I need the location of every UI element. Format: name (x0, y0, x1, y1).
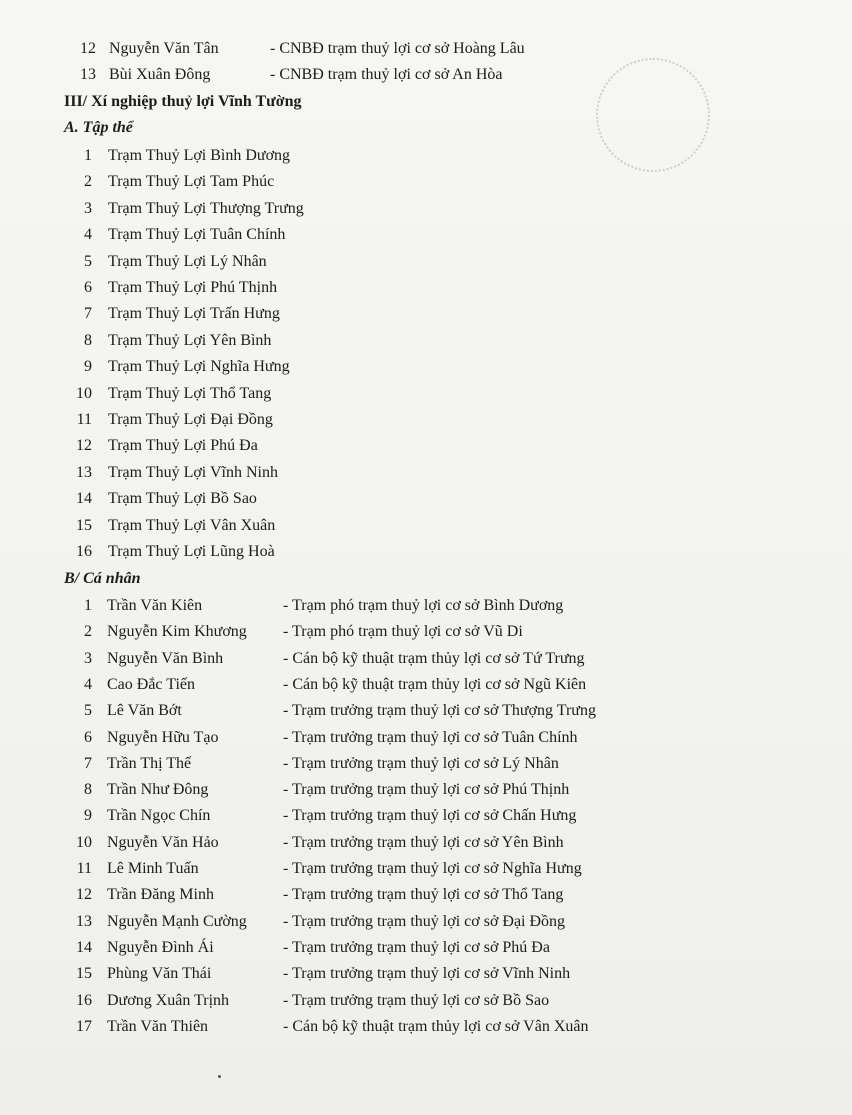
item-number: 1 (84, 147, 92, 164)
station-name: Trạm Thuỷ Lợi Thượng Trưng (108, 200, 304, 217)
list-item (0, 143, 852, 169)
list-item (0, 381, 852, 407)
item-number: 1 (84, 597, 92, 614)
person-name: Nguyễn Văn Hảo (107, 834, 219, 851)
item-number: 15 (76, 517, 92, 534)
item-number: 10 (76, 834, 92, 851)
item-number: 12 (80, 40, 96, 57)
station-name: Trạm Thuỷ Lợi Đại Đồng (108, 411, 273, 428)
item-number: 12 (76, 437, 92, 454)
station-name: Trạm Thuỷ Lợi Phú Đa (108, 437, 258, 454)
station-name: Trạm Thuỷ Lợi Thổ Tang (108, 385, 272, 402)
item-number: 12 (76, 886, 92, 903)
person-role: - CNBĐ trạm thuỷ lợi cơ sở An Hòa (270, 66, 503, 83)
item-number: 11 (76, 860, 92, 877)
item-number: 10 (76, 385, 92, 402)
item-number: 2 (84, 623, 92, 640)
speck-mark (218, 1075, 221, 1078)
list-item (0, 935, 852, 961)
person-role: - Trạm trưởng trạm thuỷ lợi cơ sở Lý Nhân (283, 755, 559, 772)
item-number: 14 (76, 939, 92, 956)
list-item (0, 988, 852, 1014)
list-item (0, 698, 852, 724)
list-item (0, 460, 852, 486)
list-item (0, 354, 852, 380)
person-name: Nguyễn Văn Tân (109, 40, 219, 57)
list-item (0, 593, 852, 619)
person-name: Lê Văn Bớt (107, 702, 182, 719)
person-name: Nguyễn Hữu Tạo (107, 729, 219, 746)
group-b-title: B/ Cá nhân (64, 570, 141, 587)
person-role: - Cán bộ kỹ thuật trạm thủy lợi cơ sở Ngũ Kiên (283, 676, 587, 693)
person-role: - Trạm trưởng trạm thuỷ lợi cơ sở Phú Thịnh (283, 781, 570, 798)
person-role: - Trạm trưởng trạm thuỷ lợi cơ sở Vĩnh Ninh (283, 965, 571, 982)
list-item (0, 777, 852, 803)
person-name: Trần Thị Thế (107, 755, 192, 772)
list-item (0, 513, 852, 539)
person-name: Trần Ngọc Chín (107, 807, 211, 824)
person-name: Bùi Xuân Đông (109, 66, 211, 83)
list-item (0, 301, 852, 327)
person-role: - Trạm trưởng trạm thuỷ lợi cơ sở Nghĩa Hưng (283, 860, 582, 877)
list-item (0, 961, 852, 987)
list-item (0, 909, 852, 935)
list-item (0, 433, 852, 459)
list-item (0, 407, 852, 433)
person-role: - Trạm trưởng trạm thuỷ lợi cơ sở Tuân Chính (283, 729, 578, 746)
item-number: 13 (76, 464, 92, 481)
station-name: Trạm Thuỷ Lợi Vân Xuân (108, 517, 276, 534)
person-role: - Trạm trưởng trạm thuỷ lợi cơ sở Thổ Tang (283, 886, 564, 903)
person-name: Dương Xuân Trịnh (107, 992, 230, 1009)
station-name: Trạm Thuỷ Lợi Vĩnh Ninh (108, 464, 278, 481)
station-name: Trạm Thuỷ Lợi Trấn Hưng (108, 305, 280, 322)
group-a-title: A. Tập thể (64, 119, 133, 136)
list-item (0, 249, 852, 275)
list-item (0, 672, 852, 698)
item-number: 3 (84, 200, 92, 217)
item-number: 17 (76, 1018, 92, 1035)
person-role: - Trạm trưởng trạm thuỷ lợi cơ sở Thượng Trưng (283, 702, 596, 719)
list-item (0, 62, 852, 88)
station-name: Trạm Thuỷ Lợi Tam Phúc (108, 173, 275, 190)
station-name: Trạm Thuỷ Lợi Phú Thịnh (108, 279, 278, 296)
list-item (0, 169, 852, 195)
list-item (0, 751, 852, 777)
person-role: - Trạm trưởng trạm thuỷ lợi cơ sở Yên Bình (283, 834, 564, 851)
station-name: Trạm Thuỷ Lợi Lũng Hoà (108, 543, 275, 560)
item-number: 14 (76, 490, 92, 507)
item-number: 16 (76, 543, 92, 560)
list-item (0, 275, 852, 301)
item-number: 4 (84, 676, 92, 693)
person-name: Cao Đắc Tiến (107, 676, 195, 693)
station-name: Trạm Thuỷ Lợi Bồ Sao (108, 490, 257, 507)
list-item (0, 196, 852, 222)
section-title: III/ Xí nghiệp thuỷ lợi Vĩnh Tường (64, 93, 302, 110)
station-name: Trạm Thuỷ Lợi Yên Bình (108, 332, 272, 349)
station-name: Trạm Thuỷ Lợi Tuân Chính (108, 226, 286, 243)
item-number: 13 (80, 66, 96, 83)
person-name: Nguyễn Đình Ái (107, 939, 214, 956)
person-name: Trần Đăng Minh (107, 886, 214, 903)
person-name: Trần Như Đông (107, 781, 209, 798)
person-role: - Trạm trưởng trạm thuỷ lợi cơ sở Đại Đồng (283, 913, 566, 930)
person-name: Phùng Văn Thái (107, 965, 212, 982)
item-number: 6 (84, 279, 92, 296)
item-number: 5 (84, 253, 92, 270)
item-number: 9 (84, 358, 92, 375)
item-number: 9 (84, 807, 92, 824)
person-role: - CNBĐ trạm thuỷ lợi cơ sở Hoàng Lâu (270, 40, 525, 57)
person-role: - Cán bộ kỹ thuật trạm thủy lợi cơ sở Vân Xuân (283, 1018, 589, 1035)
person-name: Trần Văn Thiên (107, 1018, 209, 1035)
list-item (0, 36, 852, 62)
person-role: - Trạm trưởng trạm thuỷ lợi cơ sở Phú Đa (283, 939, 550, 956)
person-role: - Cán bộ kỹ thuật trạm thủy lợi cơ sở Tứ Trưng (283, 650, 585, 667)
item-number: 2 (84, 173, 92, 190)
person-name: Nguyễn Mạnh Cường (107, 913, 247, 930)
list-item (0, 725, 852, 751)
station-name: Trạm Thuỷ Lợi Nghĩa Hưng (108, 358, 290, 375)
item-number: 15 (76, 965, 92, 982)
item-number: 8 (84, 332, 92, 349)
list-item (0, 882, 852, 908)
list-item (0, 856, 852, 882)
item-number: 7 (84, 755, 92, 772)
item-number: 7 (84, 305, 92, 322)
station-name: Trạm Thuỷ Lợi Bình Dương (108, 147, 291, 164)
person-role: - Trạm phó trạm thuỷ lợi cơ sở Bình Dương (283, 597, 564, 614)
person-role: - Trạm phó trạm thuỷ lợi cơ sở Vũ Di (283, 623, 523, 640)
item-number: 3 (84, 650, 92, 667)
person-name: Trần Văn Kiên (107, 597, 203, 614)
list-item (0, 328, 852, 354)
list-item (0, 803, 852, 829)
person-name: Nguyễn Kim Khương (107, 623, 247, 640)
item-number: 16 (76, 992, 92, 1009)
list-item (0, 646, 852, 672)
item-number: 6 (84, 729, 92, 746)
person-role: - Trạm trưởng trạm thuỷ lợi cơ sở Chấn Hưng (283, 807, 577, 824)
item-number: 5 (84, 702, 92, 719)
list-item (0, 486, 852, 512)
list-item (0, 222, 852, 248)
item-number: 8 (84, 781, 92, 798)
list-item (0, 539, 852, 565)
person-role: - Trạm trưởng trạm thuỷ lợi cơ sở Bồ Sao (283, 992, 550, 1009)
item-number: 11 (76, 411, 92, 428)
list-item (0, 830, 852, 856)
list-item (0, 619, 852, 645)
item-number: 4 (84, 226, 92, 243)
item-number: 13 (76, 913, 92, 930)
person-name: Lê Minh Tuấn (107, 860, 199, 877)
person-name: Nguyễn Văn Bình (107, 650, 224, 667)
list-item (0, 1014, 852, 1040)
station-name: Trạm Thuỷ Lợi Lý Nhân (108, 253, 267, 270)
